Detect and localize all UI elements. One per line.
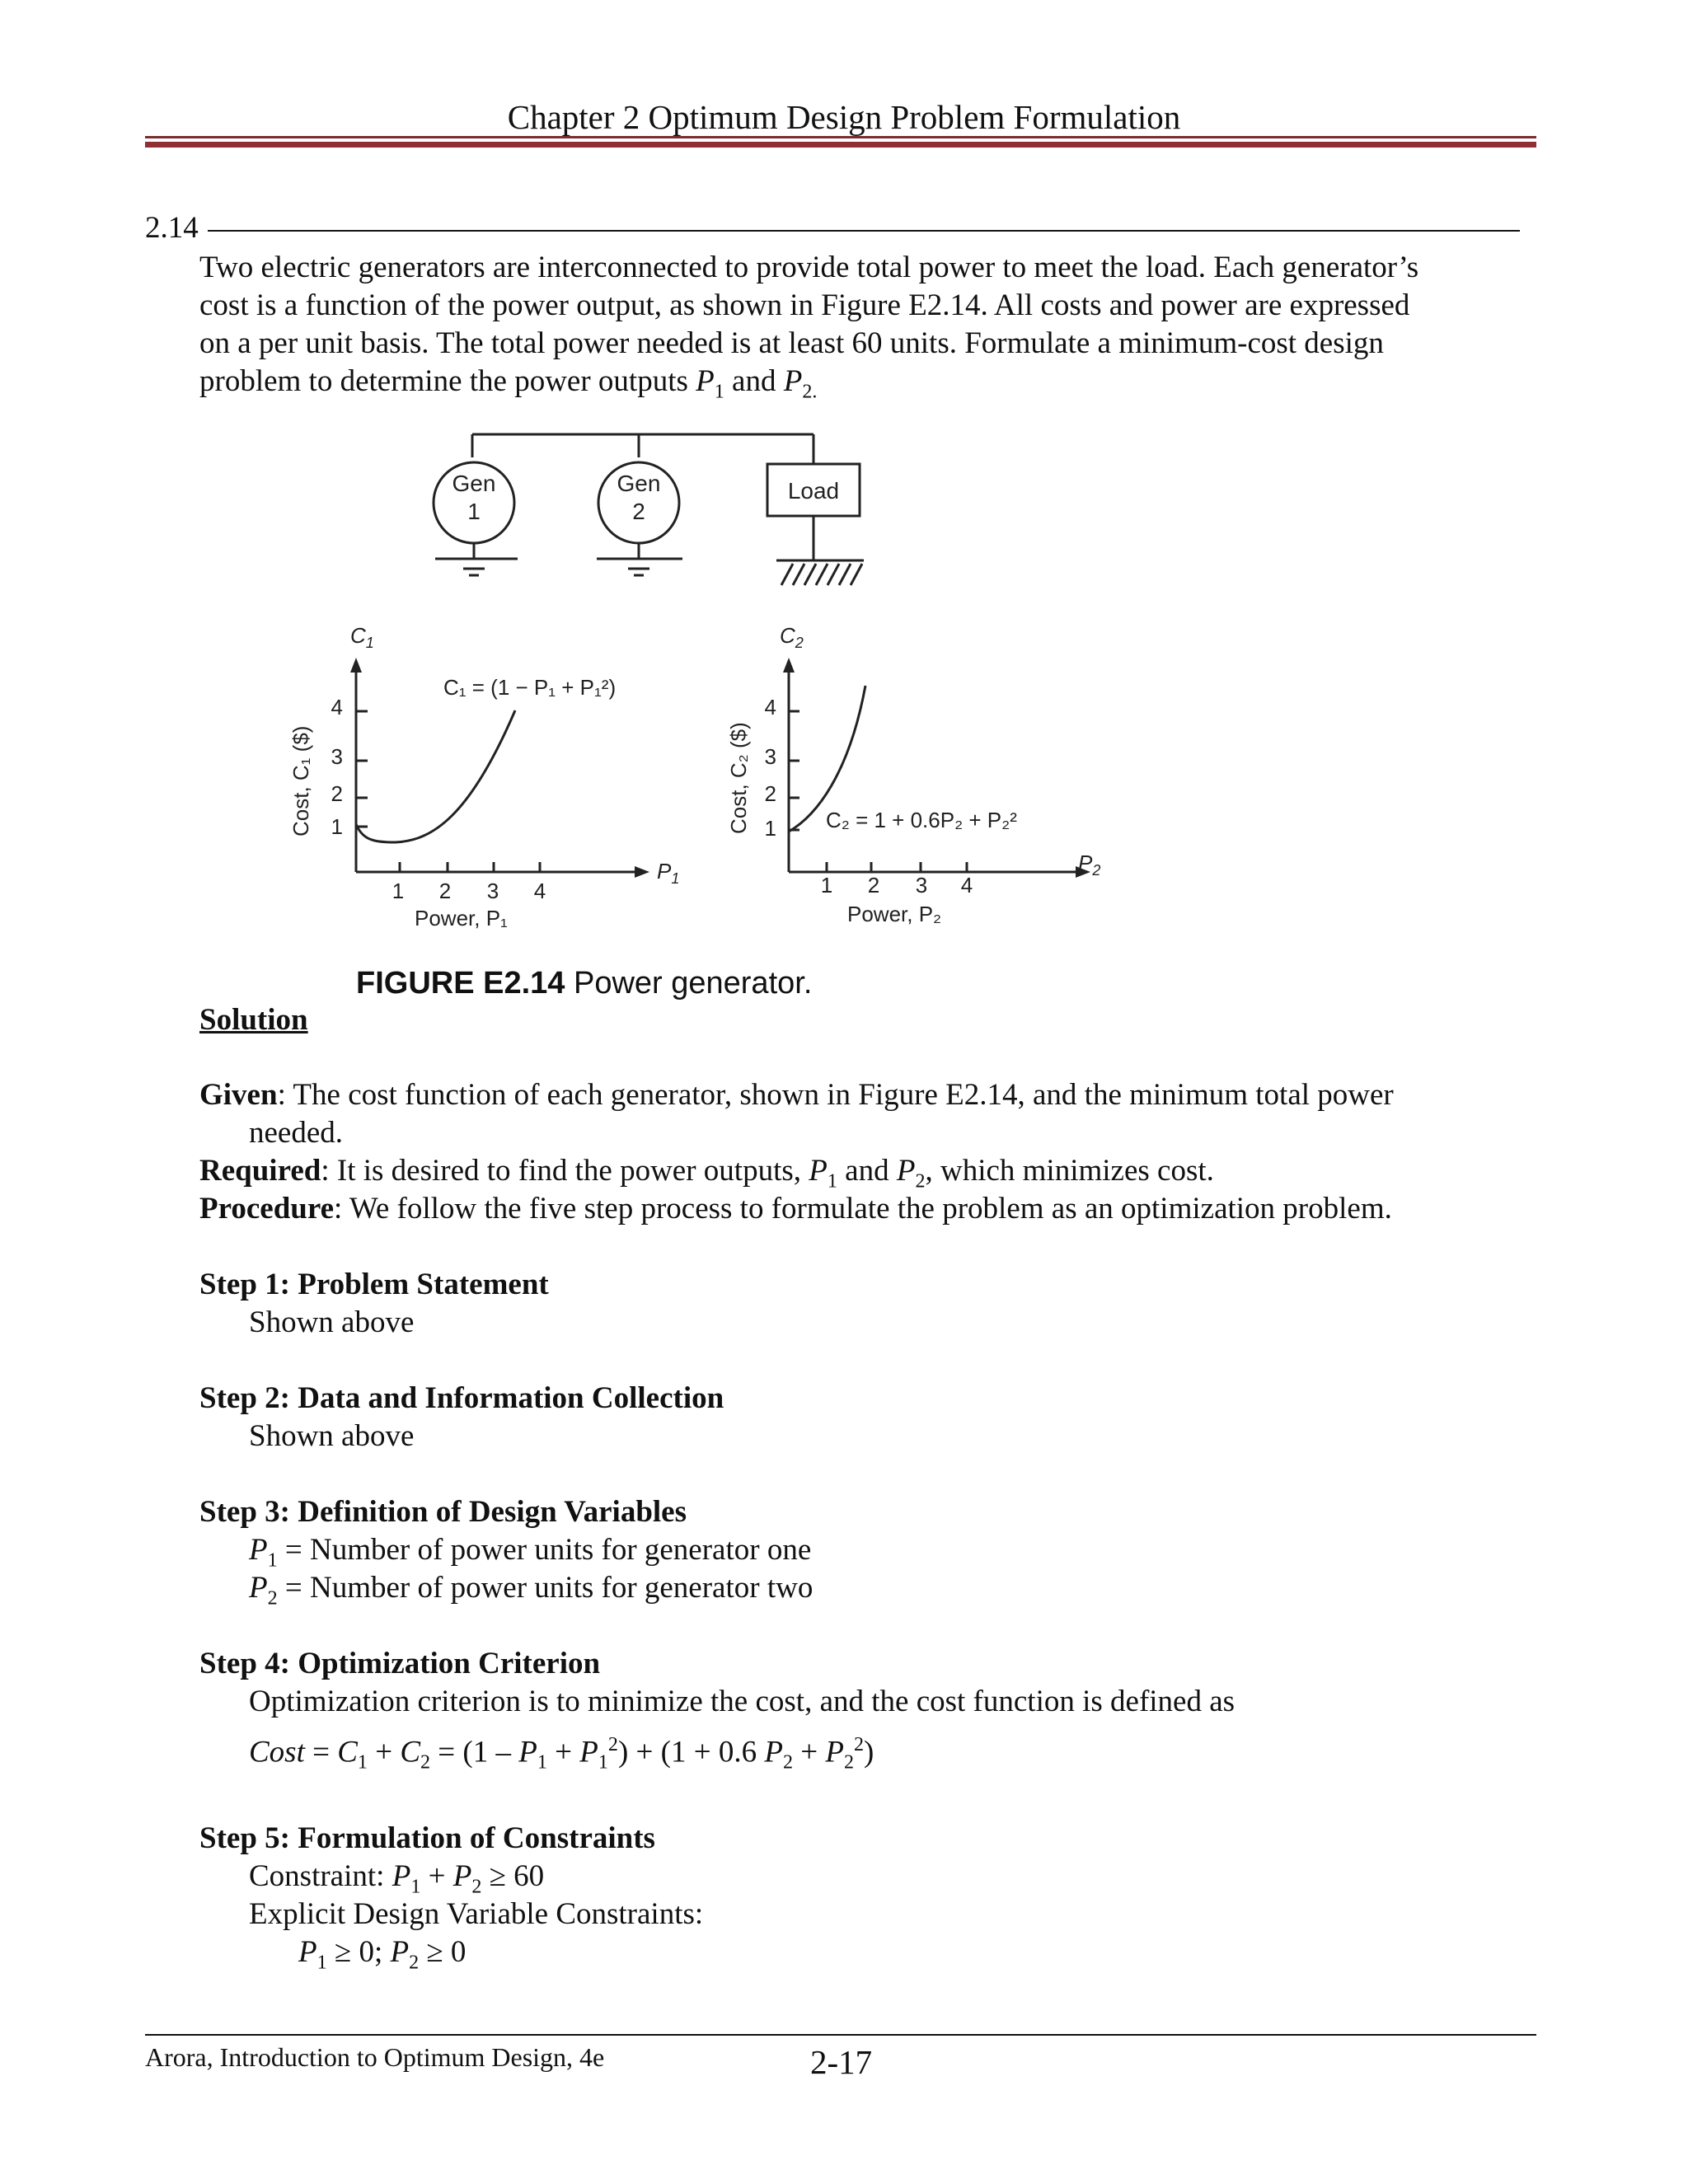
gen1-label: Gen	[452, 471, 496, 496]
left-x-var: $P_1$	[657, 859, 680, 887]
step5-bounds: $P_1 \ge 0$; $P_2 \ge 0$	[298, 1935, 467, 1974]
given-line: Given: The cost function of each generator, shown in Figure E2.14, and the minimum total power	[199, 1078, 1394, 1112]
left-x-tick: 3	[486, 879, 499, 903]
statement-line-last: problem to determine the power outputs $P_1$ and $P_{2.}$	[199, 364, 818, 403]
right-y-var: $C_2$	[780, 623, 804, 651]
step5-title: Step 5: Formulation of Constraints	[199, 1821, 655, 1855]
left-y-title: Cost, C₁ ($)	[288, 725, 313, 837]
right-y-arrow-icon	[783, 658, 795, 673]
right-y-tick: 1	[764, 816, 776, 841]
step4-cost-equation: Cost = $C_1 + C_2 = (1 - P_1 + P_1^2) + (1 + 0.6$ $P_2 + P_2^2$)	[249, 1734, 874, 1774]
step5-explicit-label: Explicit Design Variable Constraints:	[249, 1897, 704, 1931]
statement-line: on a per unit basis. The total power needed is at least 60 units. Formulate a minimum-cost design	[199, 326, 1384, 360]
right-y-tick: 2	[764, 781, 776, 806]
left-x-arrow-icon	[635, 866, 649, 878]
left-y-tick: 1	[331, 814, 343, 839]
right-y-tick: 4	[764, 695, 776, 719]
load-label: Load	[787, 478, 840, 504]
left-x-tick: 2	[438, 879, 452, 903]
gen2-number: 2	[632, 499, 645, 524]
figure-caption: FIGURE E2.14 Power generator.	[356, 966, 813, 1001]
step4-text: Optimization criterion is to minimize the cost, and the cost function is defined as	[249, 1685, 1236, 1718]
right-x-tick: 1	[820, 873, 833, 898]
right-x-tick: 4	[960, 873, 973, 898]
problem-number: 2.14	[145, 211, 199, 245]
right-equation: C₂ = 1 + 0.6P₂ + P₂²	[826, 808, 1017, 832]
step3-p2-def: $P_2$ = Number of power units for generator two	[249, 1571, 814, 1610]
step1-text: Shown above	[249, 1305, 415, 1339]
solution-heading: Solution	[199, 1003, 308, 1037]
left-equation: C₁ = (1 − P₁ + P₁²)	[443, 675, 617, 700]
page-header-title: Chapter 2 Optimum Design Problem Formulation	[507, 98, 1181, 136]
step5-constraint: Constraint: $P_1 + P_2 \ge 60$	[249, 1859, 545, 1898]
left-y-arrow-icon	[350, 658, 362, 673]
statement-line: cost is a function of the power output, as shown in Figure E2.14. All costs and power are expressed	[199, 288, 1410, 322]
given-line-cont: needed.	[249, 1116, 344, 1150]
step2-text: Shown above	[249, 1419, 415, 1453]
left-y-tick: 3	[331, 744, 343, 769]
figure-power-generator	[0, 0, 1688, 972]
right-x-title: Power, P₂	[847, 902, 942, 926]
footer-rule	[145, 2034, 1536, 2036]
statement-line: Two electric generators are interconnected to provide total power to meet the load. Each generator’s	[199, 251, 1419, 284]
c1-curve	[356, 710, 515, 842]
gen2-label: Gen	[617, 471, 661, 496]
required-line: Required: It is desired to find the power outputs, $P_1$ and $P_2$, which minimizes cost.	[199, 1154, 1214, 1193]
right-plot	[789, 669, 1076, 872]
left-x-tick: 4	[533, 879, 546, 903]
right-x-tick: 2	[867, 873, 880, 898]
step2-title: Step 2: Data and Information Collection	[199, 1381, 724, 1415]
left-y-tick: 2	[331, 781, 343, 806]
right-y-tick: 3	[764, 744, 776, 769]
left-x-title: Power, P₁	[415, 906, 508, 930]
footer-citation: Arora, Introduction to Optimum Design, 4e	[145, 2042, 605, 2072]
left-y-tick: 4	[331, 695, 343, 719]
step1-title: Step 1: Problem Statement	[199, 1268, 549, 1301]
right-y-title: Cost, C₂ ($)	[726, 722, 751, 834]
page-number: 2-17	[810, 2043, 873, 2081]
procedure-line: Procedure: We follow the five step process to formulate the problem as an optimization problem.	[199, 1192, 1392, 1226]
left-y-var: $C_1$	[350, 623, 374, 651]
step3-title: Step 3: Definition of Design Variables	[199, 1495, 687, 1529]
right-x-tick: 3	[915, 873, 928, 898]
right-x-var: $P_2$	[1078, 851, 1101, 879]
step4-title: Step 4: Optimization Criterion	[199, 1647, 601, 1680]
left-x-tick: 1	[392, 879, 405, 903]
step3-p1-def: $P_1$ = Number of power units for generator one	[249, 1533, 812, 1572]
gen1-number: 1	[467, 499, 481, 524]
